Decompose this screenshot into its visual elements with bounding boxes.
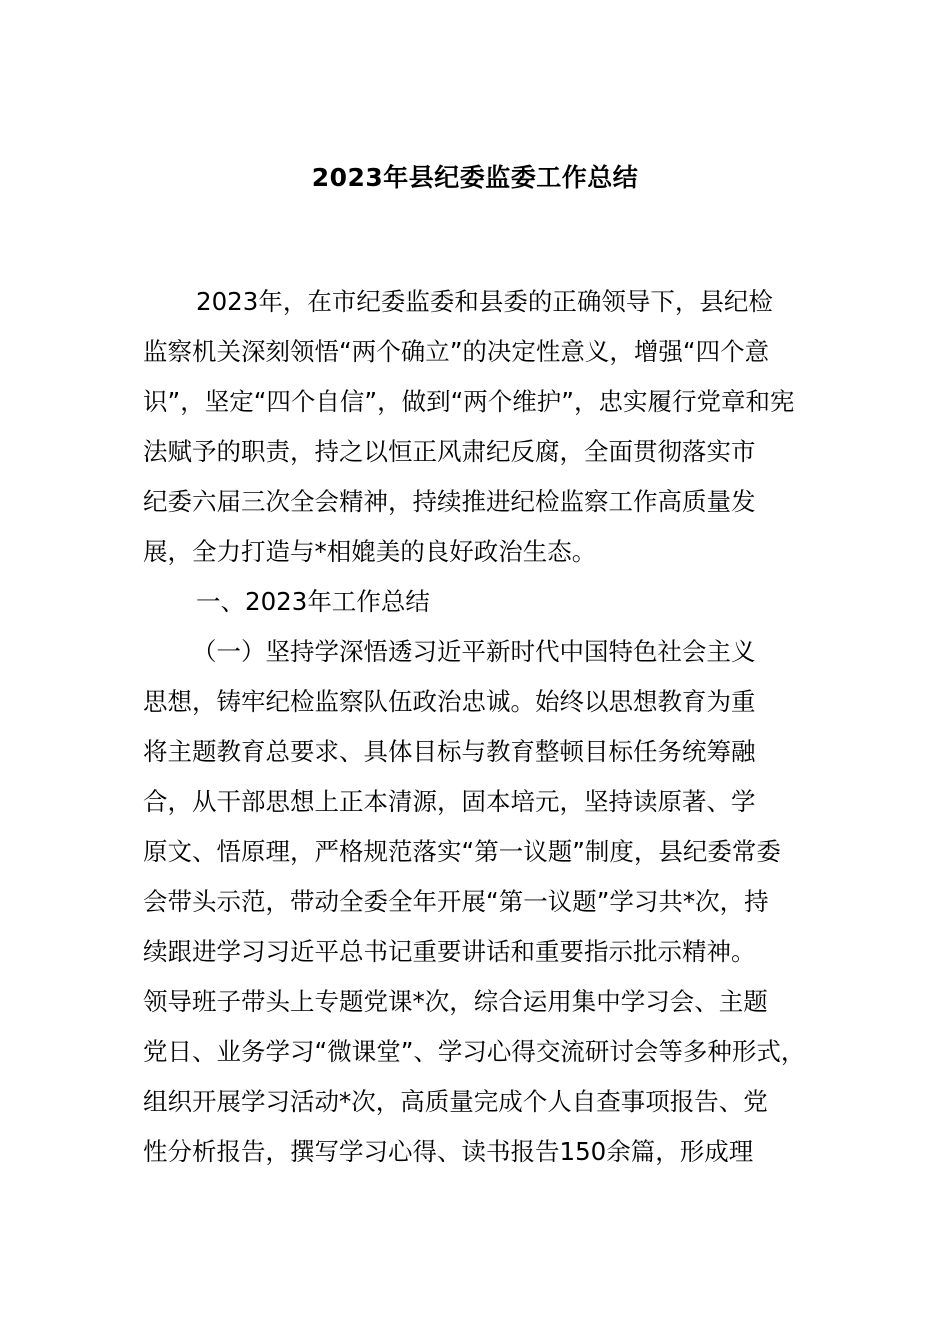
paragraph-line: 原文、悟原理，严格规范落实“第一议题”制度，县纪委常委: [143, 837, 781, 866]
paragraph-line: 续跟进学习习近平总书记重要讲话和重要指示批示精神。: [143, 937, 756, 966]
paragraph-line: 合，从干部思想上正本清源，固本培元，坚持读原著、学: [143, 787, 756, 816]
paragraph-line: （一）坚持学深悟透习近平新时代中国特色社会主义: [192, 637, 756, 666]
paragraph-line: 法赋予的职责，持之以恒正风肃纪反腐，全面贯彻落实市: [143, 437, 756, 466]
paragraph-line: 思想，铸牢纪检监察队伍政治忠诚。始终以思想教育为重: [143, 687, 756, 716]
paragraph-line: 会带头示范，带动全委全年开展“第一议题”学习共*次，持: [143, 887, 769, 916]
paragraph-line: 监察机关深刻领悟“两个确立”的决定性意义，增强“四个意: [143, 337, 770, 366]
paragraph-line: 纪委六届三次全会精神，持续推进纪检监察工作高质量发: [143, 487, 756, 516]
paragraph-line: 领导班子带头上专题党课*次，综合运用集中学习会、主题: [143, 987, 768, 1016]
paragraph-line: 2023年，在市纪委监委和县委的正确领导下，县纪检: [196, 287, 773, 316]
paragraph-line: 识”，坚定“四个自信”，做到“两个维护”，忠实履行党章和宪: [143, 387, 795, 416]
paragraph-line: 党日、业务学习“微课堂”、学习心得交流研讨会等多种形式，: [143, 1037, 806, 1066]
paragraph-line: 将主题教育总要求、具体目标与教育整顿目标任务统筹融: [143, 737, 756, 766]
section-heading: 一、2023年工作总结: [196, 587, 430, 616]
paragraph-line: 展，全力打造与*相媲美的良好政治生态。: [143, 537, 597, 566]
document-title: 2023年县纪委监委工作总结: [311, 163, 639, 192]
paragraph-line: 性分析报告，撰写学习心得、读书报告150余篇，形成理: [143, 1137, 754, 1166]
paragraph-line: 组织开展学习活动*次，高质量完成个人自查事项报告、党: [143, 1087, 768, 1116]
